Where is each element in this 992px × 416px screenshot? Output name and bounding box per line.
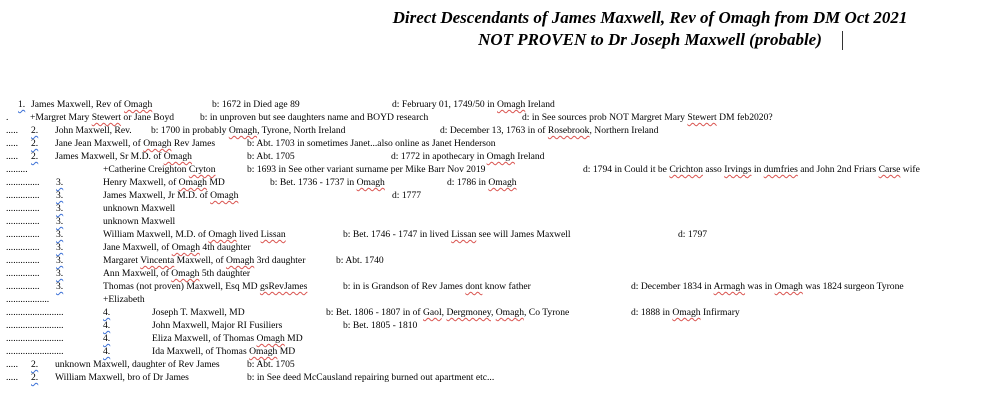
- generation-number-mark: 3.: [56, 268, 64, 279]
- person-name: John Maxwell, Rev.: [55, 125, 132, 136]
- spelling-flag: Omagh: [497, 99, 526, 110]
- indent-dots: ..............: [6, 177, 40, 188]
- descendant-row: [0, 124, 992, 137]
- person-name: Jane Maxwell, of Omagh 4th daughter: [103, 242, 251, 253]
- indent-dots: ..............: [6, 229, 40, 240]
- generation-number: [103, 319, 110, 332]
- descendant-row: [0, 241, 992, 254]
- spelling-flag: Omagh: [178, 177, 207, 188]
- spelling-flag: gsRevJames: [259, 281, 308, 292]
- generation-number-mark: 4.: [103, 333, 111, 344]
- spelling-flag: Stewert: [91, 112, 122, 123]
- generation-number-mark: 3.: [56, 203, 64, 214]
- person-name: James Maxwell, Sr M.D. of Omagh: [55, 151, 192, 162]
- birth-info: b: Bet. 1805 - 1810: [343, 320, 418, 331]
- person-name: William Maxwell, bro of Dr James: [55, 372, 189, 383]
- generation-number-mark: 3.: [56, 255, 64, 266]
- generation-number: [103, 332, 110, 345]
- person-name: James Maxwell, Rev of Omagh: [31, 99, 153, 110]
- indent-dots: ........................: [6, 333, 64, 344]
- indent-dots: ..............: [6, 268, 40, 279]
- descendant-row: [0, 202, 992, 215]
- indent-dots: ..............: [6, 242, 40, 253]
- person-name: Jane Jean Maxwell, of Omagh Rev James: [55, 138, 216, 149]
- person-name: Ann Maxwell, of Omagh 5th daughter: [103, 268, 251, 279]
- birth-info: b: Bet. 1736 - 1737 in Omagh: [270, 177, 385, 188]
- spelling-flag: dumfries: [763, 164, 798, 175]
- birth-info: b: Abt. 1740: [336, 255, 384, 266]
- generation-number: [103, 345, 110, 358]
- spelling-flag: Vincenta: [140, 255, 175, 266]
- generation-number-mark: 4.: [103, 307, 111, 318]
- person-name: Ida Maxwell, of Thomas Omagh MD: [152, 346, 296, 357]
- generation-number-mark: 3.: [56, 216, 64, 227]
- person-name: Thomas (not proven) Maxwell, Esq MD gsRevJames: [103, 281, 308, 292]
- generation-number: [103, 306, 110, 319]
- generation-number-mark: 4.: [103, 346, 111, 357]
- indent-dots: ........................: [6, 307, 64, 318]
- indent-dots: ..............: [6, 190, 40, 201]
- indent-dots: .....: [6, 125, 18, 136]
- descendant-row: [0, 306, 992, 319]
- generation-number: [56, 202, 63, 215]
- descendant-row: [0, 358, 992, 371]
- spelling-flag: Omagh: [208, 229, 237, 240]
- death-info: d: 1772 in apothecary in Omagh Ireland: [391, 151, 545, 162]
- generation-number-mark: 3.: [56, 190, 64, 201]
- document-title: Direct Descendants of James Maxwell, Rev of Omagh from DM Oct 2021: [392, 8, 908, 27]
- spelling-flag: Irvings: [724, 164, 752, 175]
- generation-number-mark: 4.: [103, 320, 111, 331]
- generation-number: [31, 124, 38, 137]
- birth-info: b: Abt. 1705: [247, 359, 295, 370]
- spelling-flag: Omagh: [171, 268, 200, 279]
- generation-number-mark: 3.: [56, 177, 64, 188]
- spelling-flag: Omagh: [143, 138, 172, 149]
- generation-number-mark: 2.: [31, 125, 39, 136]
- generation-number: [56, 267, 63, 280]
- spelling-flag: Omagh: [488, 177, 517, 188]
- spelling-flag: Cryton: [188, 164, 216, 175]
- person-name: unknown Maxwell, daughter of Rev James: [55, 359, 220, 370]
- descendant-row: [0, 267, 992, 280]
- spelling-flag: Omagh: [495, 307, 524, 318]
- birth-info: b: 1700 in probably Omagh, Tyrone, North Ireland: [151, 125, 346, 136]
- death-info: d: December 1834 in Armagh was in Omagh was 1824 surgeon Tyrone: [631, 281, 904, 292]
- birth-info: b: 1672 in Died age 89: [212, 99, 300, 110]
- generation-number: [56, 280, 63, 293]
- descendant-row: [0, 293, 992, 306]
- generation-number: [56, 176, 63, 189]
- spelling-flag: Lissan: [451, 229, 477, 240]
- generation-number: [56, 254, 63, 267]
- generation-number: [31, 137, 38, 150]
- spelling-flag: Omagh: [163, 151, 192, 162]
- birth-info: b: Abt. 1705: [247, 151, 295, 162]
- generation-number-mark: 2.: [31, 138, 39, 149]
- generation-number-mark: 3.: [56, 242, 64, 253]
- person-name: William Maxwell, M.D. of Omagh lived Lissan: [103, 229, 286, 240]
- spelling-flag: Omagh: [228, 125, 258, 136]
- generation-number-mark: 1.: [18, 99, 26, 110]
- person-name: Joseph T. Maxwell, MD: [152, 307, 245, 318]
- generation-number: [56, 215, 63, 228]
- spelling-flag: Omagh: [249, 346, 278, 357]
- spelling-flag: Stewert: [687, 112, 717, 123]
- spelling-flag: Omagh: [124, 99, 153, 110]
- spelling-flag: Rosebrook: [547, 125, 590, 136]
- descendant-row: [0, 176, 992, 189]
- birth-info: b: in is Grandson of Rev James dont know father: [343, 281, 531, 292]
- person-name: Eliza Maxwell, of Thomas Omagh MD: [152, 333, 303, 344]
- spelling-flag: Lissan: [260, 229, 286, 240]
- indent-dots: ..............: [6, 281, 40, 292]
- descendant-row: [0, 150, 992, 163]
- indent-dots: .....: [6, 138, 18, 149]
- generation-number: [56, 241, 63, 254]
- indent-dots: ........................: [6, 320, 64, 331]
- generation-number: [18, 98, 25, 111]
- spelling-flag: Omagh: [774, 281, 803, 292]
- descendant-row: [0, 163, 992, 176]
- spouse-name: +Catherine Creighton Cryton: [103, 164, 216, 175]
- spouse-name: +Margret Mary Stewert or Jane Boyd: [30, 112, 175, 123]
- descendant-row: [0, 189, 992, 202]
- spelling-flag: Omagh: [356, 177, 385, 188]
- person-name: unknown Maxwell: [103, 216, 176, 227]
- birth-info: b: 1693 in See other variant surname per Mike Barr Nov 2019: [247, 164, 486, 175]
- descendant-row: [0, 345, 992, 358]
- person-name: unknown Maxwell: [103, 203, 176, 214]
- generation-number-mark: 3.: [56, 281, 64, 292]
- spelling-flag: Omagh: [210, 190, 239, 201]
- generation-number-mark: 2.: [31, 359, 39, 370]
- generation-number: [56, 228, 63, 241]
- death-info: d: 1777: [392, 190, 422, 201]
- descendant-row: [0, 319, 992, 332]
- generation-number-mark: 3.: [56, 229, 64, 240]
- generation-number: [31, 358, 38, 371]
- generation-number-mark: 2.: [31, 372, 39, 383]
- indent-dots: ..............: [6, 255, 40, 266]
- spelling-flag: Omagh: [672, 307, 701, 318]
- indent-dots: ..............: [6, 203, 40, 214]
- indent-dots: .....: [6, 372, 18, 383]
- indent-dots: .........: [6, 164, 28, 175]
- death-info: d: 1794 in Could it be Crichton asso Irvings in dumfries and John 2nd Friars Carse wife: [583, 164, 920, 175]
- birth-info: b: in unproven but see daughters name and BOYD research: [200, 112, 429, 123]
- descendant-row: [0, 332, 992, 345]
- generation-number: [56, 189, 63, 202]
- indent-dots: ..............: [6, 216, 40, 227]
- descendant-row: [0, 137, 992, 150]
- indent-dots: .: [6, 112, 9, 123]
- spelling-flag: Omagh: [171, 242, 200, 253]
- spelling-flag: dont: [465, 281, 483, 292]
- generation-number-mark: 2.: [31, 151, 39, 162]
- text-cursor: [842, 31, 843, 50]
- spouse-name: +Elizabeth: [103, 294, 145, 305]
- indent-dots: .....: [6, 151, 18, 162]
- generation-number: [31, 371, 38, 384]
- death-info: d: 1888 in Omagh Infirmary: [631, 307, 740, 318]
- birth-info: b: Bet. 1746 - 1747 in lived Lissan see will James Maxwell: [343, 229, 571, 240]
- person-name: Henry Maxwell, of Omagh MD: [103, 177, 225, 188]
- indent-dots: .....: [6, 359, 18, 370]
- death-info: d: February 01, 1749/50 in Omagh Ireland: [392, 99, 555, 110]
- spelling-flag: Gaol: [423, 307, 442, 318]
- birth-info: b: Bet. 1806 - 1807 in of Gaol, Dergmoney, Omagh, Co Tyrone: [326, 307, 570, 318]
- spelling-flag: Omagh: [256, 333, 285, 344]
- birth-info: b: Abt. 1703 in sometimes Janet...also online as Janet Henderson: [247, 138, 496, 149]
- spelling-flag: Omagh: [225, 255, 255, 266]
- spelling-flag: Omagh: [486, 151, 515, 162]
- indent-dots: ..................: [6, 294, 50, 305]
- indent-dots: ........................: [6, 346, 64, 357]
- death-info: d: 1797: [678, 229, 708, 240]
- descendant-row: [0, 228, 992, 241]
- document-subtitle: NOT PROVEN to Dr Joseph Maxwell (probable): [478, 30, 822, 49]
- spelling-flag: Crichton: [669, 164, 703, 175]
- death-info: d: in See sources prob NOT Margret Mary Stewert DM feb2020?: [522, 112, 773, 123]
- descendant-row: [0, 371, 992, 384]
- person-name: John Maxwell, Major RI Fusiliers: [152, 320, 283, 331]
- descendant-row: [0, 98, 992, 111]
- generation-number: [31, 150, 38, 163]
- descendant-row: [0, 111, 992, 124]
- descendant-row: [0, 215, 992, 228]
- death-info: d: December 13, 1763 in of Rosebrook, Northern Ireland: [440, 125, 659, 136]
- spelling-flag: Armagh: [713, 281, 746, 292]
- spelling-flag: Carse: [878, 164, 901, 175]
- descendant-row: [0, 280, 992, 293]
- person-name: James Maxwell, Jr M.D. of Omagh: [103, 190, 239, 201]
- descendant-row: [0, 254, 992, 267]
- death-info: d: 1786 in Omagh: [447, 177, 517, 188]
- birth-info: b: in See deed McCausland repairing burned out apartment etc...: [247, 372, 495, 383]
- person-name: Margaret Vincenta Maxwell, of Omagh 3rd daughter: [103, 255, 306, 266]
- spelling-flag: Dergmoney: [446, 307, 491, 318]
